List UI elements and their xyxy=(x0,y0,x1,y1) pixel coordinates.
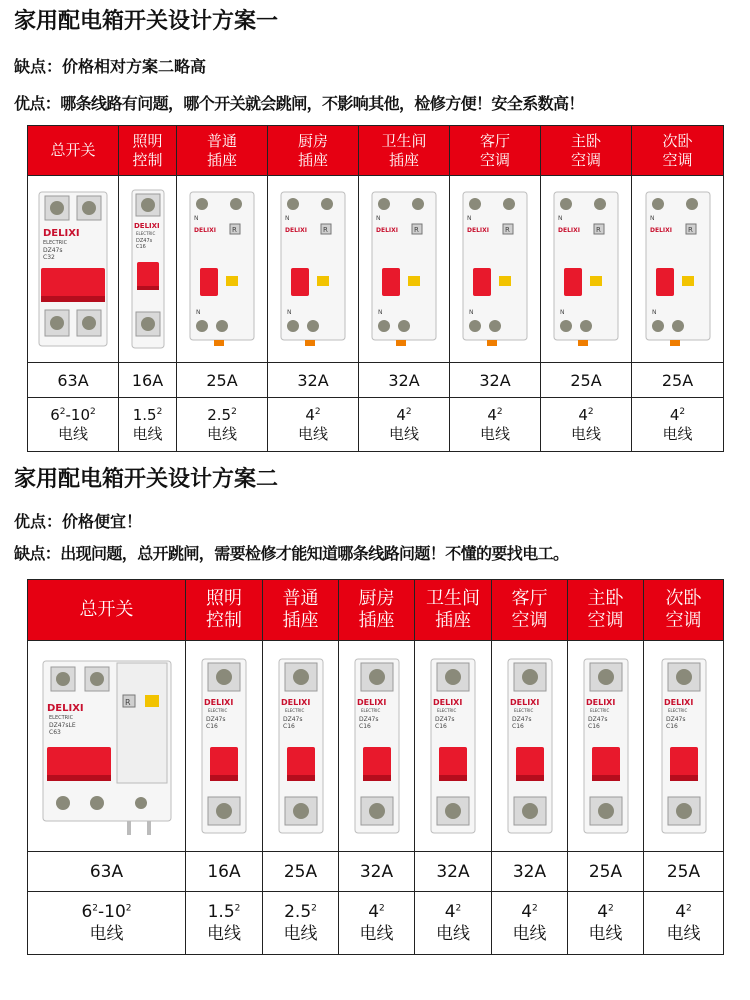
svg-text:ELECTRIC: ELECTRIC xyxy=(513,708,533,713)
svg-text:DZ47s: DZ47s xyxy=(587,716,607,723)
svg-text:R: R xyxy=(505,226,510,234)
svg-text:ELECTRIC: ELECTRIC xyxy=(284,708,304,713)
plan2-header-main: 总开关 xyxy=(28,580,186,641)
svg-text:N: N xyxy=(560,309,565,316)
plan1-wire-master-ac: $4^2$ 电线 xyxy=(541,398,632,452)
svg-text:R: R xyxy=(124,698,131,707)
plan2-amp-second-ac: 25A xyxy=(644,852,724,892)
svg-text:ELECTRIC: ELECTRIC xyxy=(360,708,380,713)
svg-text:ELECTRIC: ELECTRIC xyxy=(437,708,457,713)
plan2-lighting-breaker-cell xyxy=(186,641,263,852)
svg-text:R: R xyxy=(232,226,237,234)
plan1-wire-main: $6^2-10^2$ 电线 xyxy=(28,398,119,452)
svg-text:ELECTRIC: ELECTRIC xyxy=(43,240,68,246)
svg-text:N: N xyxy=(378,309,383,316)
plan2-header-row xyxy=(28,580,724,641)
svg-text:DELIXI: DELIXI xyxy=(46,703,84,714)
breaker-1p-image xyxy=(196,651,252,841)
svg-text:C16: C16 xyxy=(206,723,218,730)
plan1-bathroom-rcbo-cell xyxy=(359,176,450,363)
plan2-header-sockets: 普通 插座 xyxy=(263,580,339,641)
plan1-header-lighting: 照明 控制 xyxy=(119,126,177,176)
plan1-wire-living-ac: $4^2$ 电线 xyxy=(450,398,541,452)
rcbo-breaker-image xyxy=(550,184,622,354)
svg-text:ELECTRIC: ELECTRIC xyxy=(589,708,609,713)
plan2-wire-main: $6^2-10^2$ 电线 xyxy=(28,892,186,955)
plan2-second-ac-breaker-cell xyxy=(644,641,724,852)
svg-text:C16: C16 xyxy=(511,723,524,730)
plan1-living-ac-rcbo-cell xyxy=(450,176,541,363)
plan2-wire-lighting: $1.5^2$ 电线 xyxy=(186,892,263,955)
plan1-wire-second-ac: $4^2$ 电线 xyxy=(632,398,724,452)
svg-text:R: R xyxy=(323,226,328,234)
svg-text:N: N xyxy=(287,309,292,316)
plan1-header-master-ac: 主卧 空调 xyxy=(541,126,632,176)
svg-text:C16: C16 xyxy=(358,723,371,730)
svg-text:C16: C16 xyxy=(135,244,146,250)
svg-text:R: R xyxy=(687,226,693,234)
plan1-amp-master-ac: 25A xyxy=(541,363,632,398)
svg-text:N: N xyxy=(376,215,381,222)
plan2-amp-lighting: 16A xyxy=(186,852,263,892)
plan2-wire-sockets: $2.5^2$ 电线 xyxy=(263,892,339,955)
svg-text:DZ47s: DZ47s xyxy=(135,238,152,244)
svg-text:DELIXI: DELIXI xyxy=(509,698,539,707)
plan2-header-lighting: 照明 控制 xyxy=(186,580,263,641)
main-rcd-breaker-image xyxy=(37,651,177,841)
plan2-sockets-breaker-cell xyxy=(263,641,339,852)
rcbo-breaker-image xyxy=(642,184,714,354)
plan1-cons: 缺点：价格相对方案二略高 xyxy=(14,57,207,76)
rcbo-breaker-image xyxy=(277,184,349,354)
plan1-amp-row xyxy=(28,363,724,398)
svg-text:DELIXI: DELIXI xyxy=(376,227,398,234)
plan2-amp-master-ac: 25A xyxy=(568,852,644,892)
plan2-pros: 优点：价格便宜！ xyxy=(14,512,143,531)
plan1-header-bathroom: 卫生间 插座 xyxy=(359,126,450,176)
svg-text:DELIXI: DELIXI xyxy=(663,698,693,707)
svg-text:DELIXI: DELIXI xyxy=(285,227,307,234)
plan1-table xyxy=(27,125,724,452)
svg-text:DELIXI: DELIXI xyxy=(585,698,615,707)
svg-text:C32: C32 xyxy=(43,254,55,261)
plan2-wire-second-ac: $4^2$ 电线 xyxy=(644,892,724,955)
plan1-header-row xyxy=(28,126,724,176)
plan1-amp-bathroom: 32A xyxy=(359,363,450,398)
plan2-wire-kitchen: $4^2$ 电线 xyxy=(339,892,415,955)
svg-text:DELIXI: DELIXI xyxy=(133,222,160,230)
svg-text:DELIXI: DELIXI xyxy=(467,227,489,234)
plan2-cons: 缺点：出现问题，总开跳闸，需要检修才能知道哪条线路问题！不懂的要找电工。 xyxy=(14,544,569,563)
plan2-wire-row xyxy=(28,892,724,955)
svg-text:DZ47s: DZ47s xyxy=(206,716,226,723)
svg-text:DELIXI: DELIXI xyxy=(356,698,386,707)
plan1-wire-sockets: $2.5^2$ 电线 xyxy=(177,398,268,452)
breaker-1p-image xyxy=(425,651,481,841)
plan1-header-living-ac: 客厅 空调 xyxy=(450,126,541,176)
plan1-amp-sockets: 25A xyxy=(177,363,268,398)
svg-text:N: N xyxy=(285,215,290,222)
brand-logo: DELIXI xyxy=(43,228,80,239)
plan1-amp-lighting: 16A xyxy=(119,363,177,398)
plan2-amp-living-ac: 32A xyxy=(492,852,568,892)
plan1-header-main: 总开关 xyxy=(28,126,119,176)
plan1-lighting-breaker-cell xyxy=(119,176,177,363)
svg-text:N: N xyxy=(651,309,656,316)
svg-text:ELECTRIC: ELECTRIC xyxy=(208,708,228,713)
plan2-title: 家用配电箱开关设计方案二 xyxy=(14,467,279,492)
breaker-1p-image xyxy=(273,651,329,841)
svg-text:C16: C16 xyxy=(665,723,678,730)
plan2-header-master-ac: 主卧 空调 xyxy=(568,580,644,641)
svg-text:N: N xyxy=(194,215,199,222)
svg-text:DELIXI: DELIXI xyxy=(204,698,234,707)
svg-text:ELECTRIC: ELECTRIC xyxy=(48,715,73,721)
svg-text:ELECTRIC: ELECTRIC xyxy=(135,231,155,236)
plan1-amp-kitchen: 32A xyxy=(268,363,359,398)
plan1-master-ac-rcbo-cell xyxy=(541,176,632,363)
plan2-header-living-ac: 客厅 空调 xyxy=(492,580,568,641)
svg-text:DELIXI: DELIXI xyxy=(280,698,310,707)
svg-text:C16: C16 xyxy=(587,723,600,730)
breaker-1p-image xyxy=(349,651,405,841)
svg-text:DZ47sLE: DZ47sLE xyxy=(48,722,76,729)
svg-text:C16: C16 xyxy=(435,723,447,730)
svg-text:DELIXI: DELIXI xyxy=(433,698,463,707)
svg-text:DZ47s: DZ47s xyxy=(282,716,302,723)
svg-text:C16: C16 xyxy=(282,723,295,730)
main-breaker-2p-image xyxy=(33,184,113,354)
plan2-header-bathroom: 卫生间 插座 xyxy=(415,580,492,641)
svg-text:DELIXI: DELIXI xyxy=(194,227,216,234)
rcbo-breaker-image xyxy=(459,184,531,354)
plan2-amp-row xyxy=(28,852,724,892)
plan2-amp-sockets: 25A xyxy=(263,852,339,892)
plan2-image-row xyxy=(28,641,724,852)
plan1-wire-lighting: $1.5^2$ 电线 xyxy=(119,398,177,452)
plan2-header-kitchen: 厨房 插座 xyxy=(339,580,415,641)
plan2-living-ac-breaker-cell xyxy=(492,641,568,852)
plan1-amp-second-ac: 25A xyxy=(632,363,724,398)
plan2-bathroom-breaker-cell xyxy=(415,641,492,852)
svg-text:C63: C63 xyxy=(48,729,61,736)
svg-text:N: N xyxy=(649,215,654,222)
plan2-main-rcbo-cell xyxy=(28,641,186,852)
plan1-sockets-rcbo-cell xyxy=(177,176,268,363)
plan1-amp-living-ac: 32A xyxy=(450,363,541,398)
plan1-amp-main: 63A xyxy=(28,363,119,398)
svg-text:N: N xyxy=(196,309,201,316)
plan1-header-sockets: 普通 插座 xyxy=(177,126,268,176)
plan1-second-ac-rcbo-cell xyxy=(632,176,724,363)
plan2-amp-main: 63A xyxy=(28,852,186,892)
plan1-pros: 优点：哪条线路有问题，哪个开关就会跳闸，不影响其他，检修方便！安全系数高！ xyxy=(14,94,584,113)
plan1-main-breaker-cell xyxy=(28,176,119,363)
svg-text:DZ47s: DZ47s xyxy=(665,716,685,723)
plan2-header-second-ac: 次卧 空调 xyxy=(644,580,724,641)
svg-text:N: N xyxy=(558,215,563,222)
plan1-wire-row xyxy=(28,398,724,452)
plan2-amp-kitchen: 32A xyxy=(339,852,415,892)
svg-text:R: R xyxy=(414,226,419,234)
plan2-master-ac-breaker-cell xyxy=(568,641,644,852)
svg-text:DZ47s: DZ47s xyxy=(511,716,531,723)
svg-text:DZ47s: DZ47s xyxy=(358,716,378,723)
plan1-wire-kitchen: $4^2$ 电线 xyxy=(268,398,359,452)
plan2-wire-bathroom: $4^2$ 电线 xyxy=(415,892,492,955)
svg-text:ELECTRIC: ELECTRIC xyxy=(667,708,687,713)
plan2-kitchen-breaker-cell xyxy=(339,641,415,852)
plan2-wire-living-ac: $4^2$ 电线 xyxy=(492,892,568,955)
rcbo-breaker-image xyxy=(186,184,258,354)
svg-text:DELIXI: DELIXI xyxy=(649,227,672,234)
svg-text:N: N xyxy=(467,215,472,222)
plan2-wire-master-ac: $4^2$ 电线 xyxy=(568,892,644,955)
svg-text:N: N xyxy=(469,309,474,316)
breaker-1p-image xyxy=(502,651,558,841)
plan1-wire-bathroom: $4^2$ 电线 xyxy=(359,398,450,452)
plan2-table xyxy=(27,579,724,955)
breaker-1p-image xyxy=(128,184,168,354)
svg-text:DELIXI: DELIXI xyxy=(558,227,580,234)
plan1-image-row xyxy=(28,176,724,363)
svg-text:DZ47s: DZ47s xyxy=(43,247,63,254)
svg-text:R: R xyxy=(596,226,601,234)
svg-text:DZ47s: DZ47s xyxy=(435,716,455,723)
plan1-header-kitchen: 厨房 插座 xyxy=(268,126,359,176)
rcbo-breaker-image xyxy=(368,184,440,354)
plan1-kitchen-rcbo-cell xyxy=(268,176,359,363)
breaker-1p-image xyxy=(578,651,634,841)
plan1-header-second-ac: 次卧 空调 xyxy=(632,126,724,176)
plan1-title: 家用配电箱开关设计方案一 xyxy=(14,9,279,34)
breaker-1p-image xyxy=(656,651,712,841)
plan2-amp-bathroom: 32A xyxy=(415,852,492,892)
